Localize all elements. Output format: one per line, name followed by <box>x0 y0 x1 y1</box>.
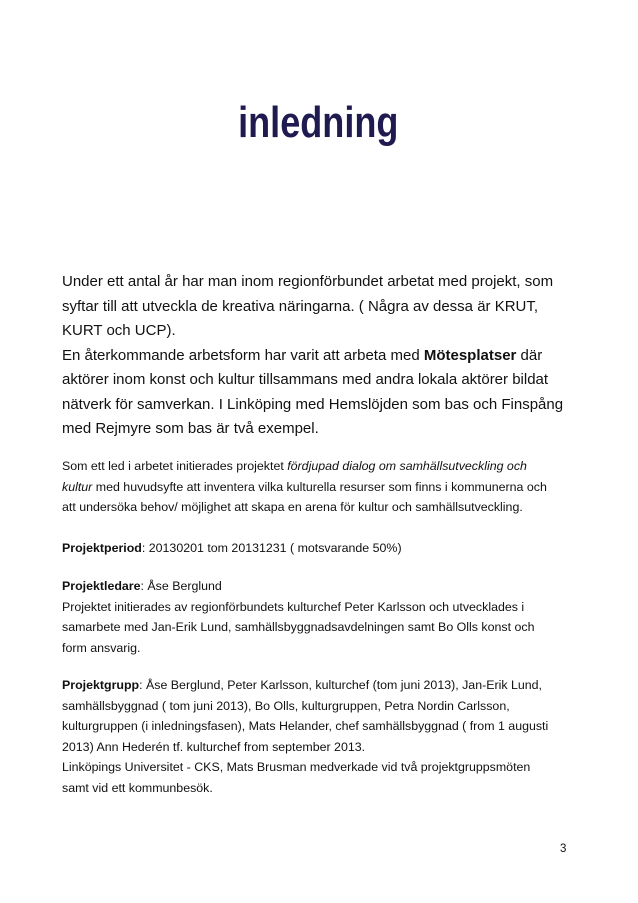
period-value: : 20130201 tom 20131231 ( motsvarande 50%) <box>141 541 402 555</box>
project-paragraph <box>62 456 582 518</box>
text-line: nätverk för samverkan. I Linköping med Hemslöjden som bas och Finspång <box>62 395 564 413</box>
text-line: Projektet initierades av regionförbundets kulturchef Peter Karlsson och utvecklades i <box>62 599 525 614</box>
text-line: Linköpings Universitet - CKS, Mats Brusman medverkade vid två projektgruppsmöten <box>62 760 531 774</box>
text-line: aktörer inom konst och kultur tillsammans med andra lokala aktörer bildat <box>62 371 549 388</box>
group-value: : Åse Berglund, Peter Karlsson, kulturchef (tom juni 2013), Jan-Erik Lund, <box>139 678 543 692</box>
text-line <box>62 456 582 477</box>
text-line <box>62 675 582 696</box>
leader-value: : Åse Berglund <box>140 579 222 593</box>
text-segment: där <box>516 346 543 364</box>
intro-paragraph <box>62 270 582 442</box>
project-name-italic: fördjupad dialog om samhällsutveckling och <box>287 459 527 473</box>
text-segment: med huvudsyfte att inventera vilka kulturella resurser som finns i kommunerna och <box>92 479 547 494</box>
project-group-section <box>62 675 582 798</box>
page-title: inledning <box>238 98 399 147</box>
text-line <box>62 344 582 369</box>
text-line: med Rejmyre som bas är två exempel. <box>62 420 319 437</box>
text-line <box>62 576 582 597</box>
text-line: kulturgruppen (i inledningsfasen), Mats Helander, chef samhällsbyggnad ( from 1 augusti <box>62 719 549 733</box>
text-line: Under ett antal år har man inom regionförbundet arbetat med projekt, som <box>62 273 554 290</box>
text-line: KURT och UCP). <box>62 322 176 339</box>
period-label: Projektperiod <box>62 541 142 555</box>
text-line: samhällsbyggnad ( tom juni 2013), Bo Olls, kulturgruppen, Petra Nordin Carlsson, <box>62 698 510 713</box>
project-name-italic: kultur <box>62 479 93 494</box>
text-line: samt vid ett kommunbesök. <box>62 780 213 795</box>
bold-term-motesplatser: Mötesplatser <box>423 346 517 364</box>
group-label: Projektgrupp <box>62 678 140 692</box>
project-leader-section <box>62 576 582 658</box>
text-line <box>62 538 582 559</box>
text-line: form ansvarig. <box>62 640 141 655</box>
page-number: 3 <box>560 843 567 855</box>
project-period <box>62 538 582 559</box>
text-line: syftar till att utveckla de kreativa näringarna. ( Några av dessa är KRUT, <box>62 297 539 315</box>
text-segment: Som ett led i arbetet initierades projektet <box>62 459 288 473</box>
text-line: att undersöka behov/ möjlighet att skapa en arena för kultur och samhällsutveckling. <box>62 500 523 514</box>
text-line: samarbete med Jan-Erik Lund, samhällsbyggnadsavdelningen samt Bo Olls konst och <box>62 620 535 634</box>
text-segment: En återkommande arbetsform har varit att arbeta med <box>62 346 424 364</box>
leader-label: Projektledare <box>62 579 141 593</box>
text-line <box>62 477 582 498</box>
text-line: 2013) Ann Hederén tf. kulturchef from september 2013. <box>62 739 366 754</box>
